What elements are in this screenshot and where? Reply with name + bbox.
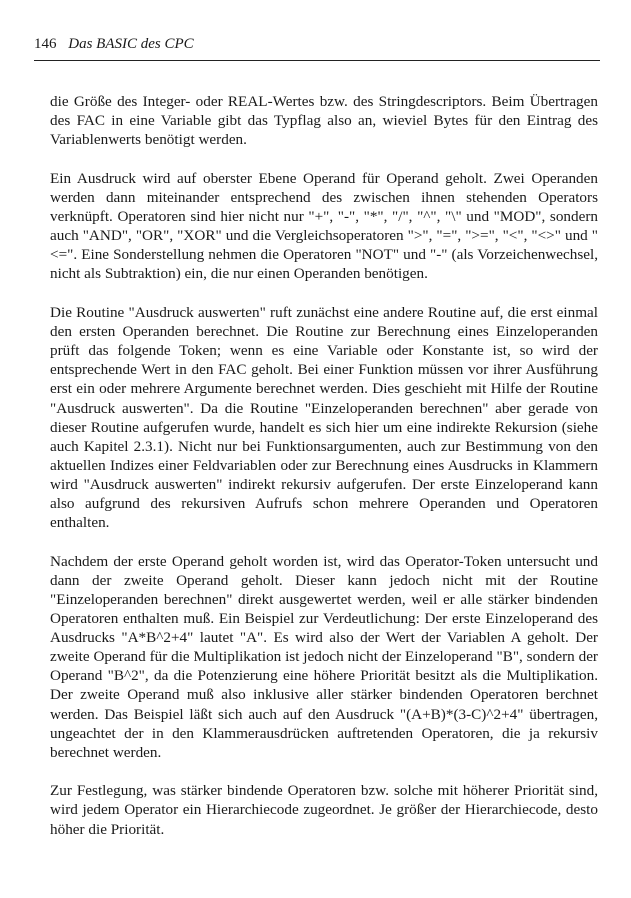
header-rule (34, 60, 600, 61)
book-page (34, 34, 600, 874)
running-head (34, 34, 600, 54)
paragraph-hierarchy: Zur Festlegung, was stärker bindende Operatoren bzw. solche mit höherer Priorität sind, wird jedem Operator ein Hierarchiecode zugeordnet. Je größer der Hierarchiecode, desto höher die Priorität. (50, 782, 598, 838)
paragraph-second-operand: Nachdem der erste Operand geholt worden ist, wird das Operator-Token untersucht und dann der zweite Operand geholt. Dieser kann jedoch nicht mit der Routine "Einzeloperanden berechnen" direkt ausgewertet werden, weil er alle stärker bindenden Operatoren enthalten muß. Ein Beispiel zur Verdeutlichung: Der erste Einzeloperand des Ausdrucks "A*B^2+4" lautet "A". Es wird also der Wert der Variablen A geholt. Der zweite Operand für die Multiplikation ist jedoch nicht der Einzeloperand "B", sondern der Operand "B^2", da die Potenzierung eine höhere Priorität besitzt als die Multiplikation. Der zweite Operand muß also inklusive aller stärker bindenden Operatoren berchnet werden. Das Beispiel läßt sich auch auf den Ausdruck "(A+B)*(3-C)^2+4" übertragen, ungeachtet der in den Klammerausdrücken auftretenden Operatoren, die ja rekursiv berechnet werden. (50, 552, 598, 761)
page-number: 146 (34, 36, 57, 52)
book-title: Das BASIC des CPC (68, 36, 194, 52)
paragraph-recursion: Die Routine "Ausdruck auswerten" ruft zunächst eine andere Routine auf, die erst einmal den ersten Operanden berechnet. Die Routine zur Berechnung eines Einzeloperanden prüft das folgende Token; wenn es eine Variable oder Konstante ist, so wird der entsprechende Wert in den FAC geholt. Bei einer Funktion müssen vor ihrer Ausführung erst ein oder mehrere Argumente berechnet werden. Dies geschieht mit Hilfe der Routine "Ausdruck auswerten". Da die Routine "Einzeloperanden berechnen" aber gerade von dieser Routine aufgerufen wurde, handelt es sich hier um eine indirekte Rekursion (siehe auch Kapitel 2.3.1). Nicht nur bei Funktionsargumenten, auch zur Bestimmung von den aktuellen Indizes einer Feldvariablen oder zur Berechnung eines Ausdrucks in Klammern wird "Ausdruck auswerten" indirekt rekursiv aufgerufen. Der erste Einzeloperand kann also aufgrund des rekursiven Aufrufs schon mehrere Operanden und Operatoren enthalten. (50, 304, 598, 532)
paragraph-typflag: die Größe des Integer- oder REAL-Wertes bzw. des Stringdescriptors. Beim Übertragen des FAC in eine Variable gibt das Typflag also an, wieviel Bytes für den Eintrag des Variablenwerts benötigt werden. (50, 93, 598, 149)
body-text (50, 92, 598, 839)
paragraph-operators: Ein Ausdruck wird auf oberster Ebene Operand für Operand geholt. Zwei Operanden werden dann miteinander entsprechend des zwischen ihnen stehenden Operators verknüpft. Operatoren sind hier nicht nur "+", "-", "*", "/", "^", "\" und "MOD", sondern auch "AND", "OR", "XOR" und die Vergleichsoperatoren ">", "=", ">=", "<", "<>" und "<=". Eine Sonderstellung nehmen die Operatoren "NOT" und "-" (als Vorzeichenwechsel, nicht als Subtraktion) ein, die nur einen Operanden benötigen. (50, 169, 598, 283)
